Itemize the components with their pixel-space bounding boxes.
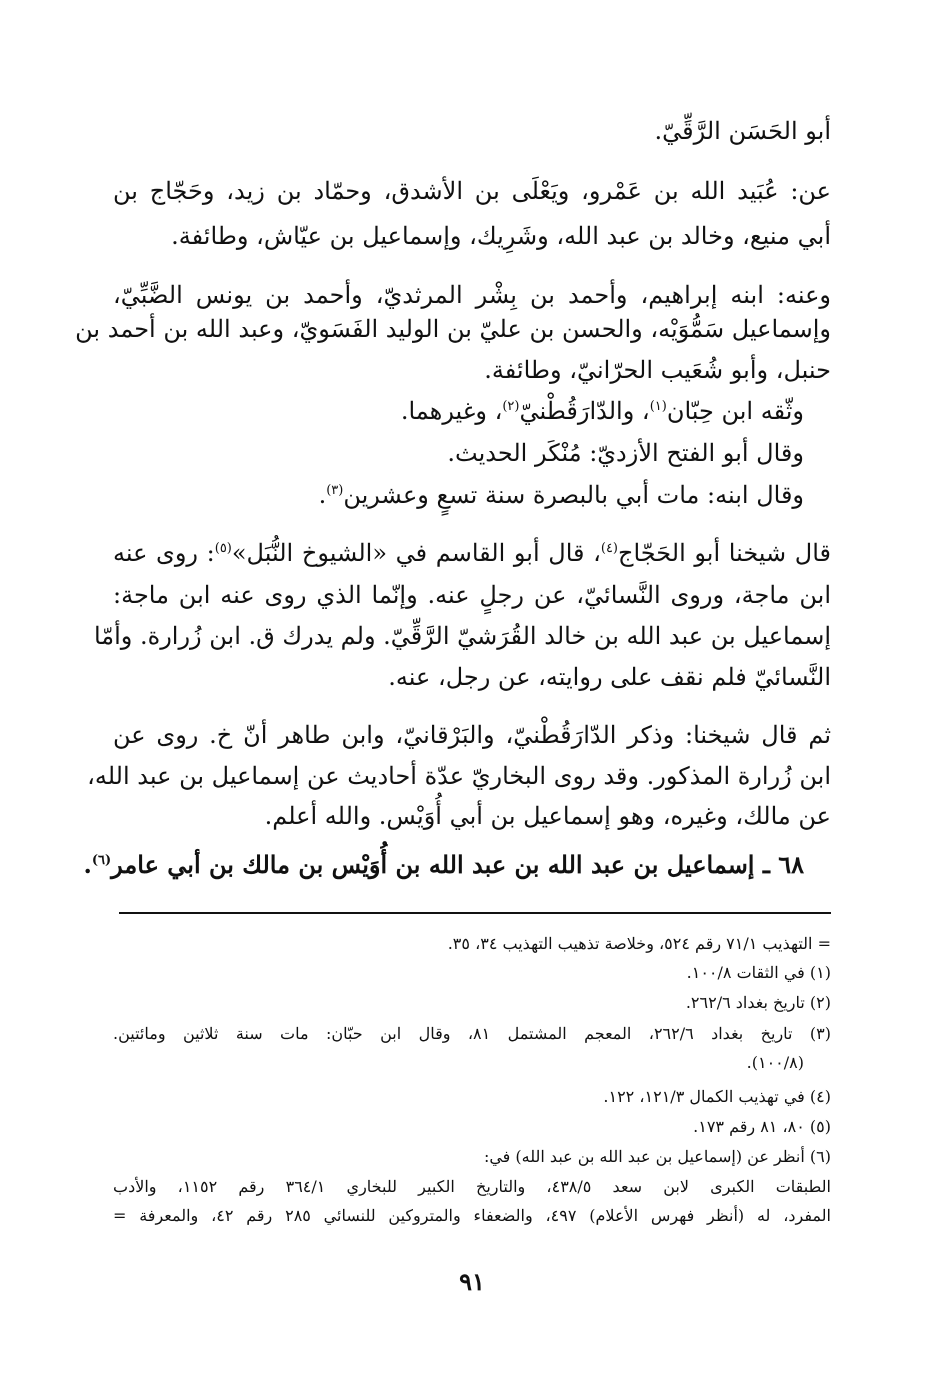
footnote-ref[interactable]: (١) <box>649 399 667 414</box>
biography-line: وعنه: ابنه إبراهيم، وأحمد بن بِشْر المرثديّ، وأحمد بن يونس الضَّبِّيّ، <box>113 281 831 309</box>
footnote: (١٠٠/٨). <box>746 1053 804 1072</box>
footnote: الطبقات الكبرى لابن سعد ٤٣٨/٥، والتاريخ الكبير للبخاري ٣٦٤/١ رقم ١١٥٢، والأدب <box>113 1177 831 1196</box>
biography-line: عن مالك، وغيره، وهو إسماعيل بن أبي أُوَيْس. والله أعلم. <box>264 802 831 830</box>
biography-line: وثّقه ابن حِبّان$^{(١)}$، والدّارَقُطْنيّ$^{(٢)}$، وغيرهما. <box>400 397 804 425</box>
footnote: المفرد، له (أنظر فهرس الأعلام) ٤٩٧، والضعفاء والمتروكين للنسائي ٢٨٥ رقم ٤٢، والمعرفة = <box>113 1206 832 1225</box>
biography-line: عن: عُبَيد الله بن عَمْرو، ويَعْلَى بن الأشدق، وحمّاد بن زيد، وحَجّاج بن <box>113 177 831 205</box>
biography-line: وإسماعيل سَمُّوَيْه، والحسن بن عليّ بن الوليد الفَسَويّ، وعبد الله بن أحمد بن <box>75 315 831 343</box>
footnote-ref[interactable]: (٢) <box>502 399 520 414</box>
footnote: (٥) ٨٠، ٨١ رقم ١٧٣. <box>693 1117 831 1136</box>
footnote: (١) في الثقات ١٠٠/٨. <box>686 963 831 982</box>
biography-line: قال شيخنا أبو الحَجّاج$^{(٤)}$، قال أبو القاسم في «الشيوخ النُّبَل»$^{(٥)}$: روى عنه <box>113 539 832 567</box>
footnote-ref[interactable]: (٥) <box>214 541 232 556</box>
footnote: = التهذيب ٧١/١ رقم ٥٢٤، وخلاصة تذهيب التهذيب ٣٤، ٣٥. <box>447 934 831 953</box>
page-number: ٩١ <box>459 1267 485 1296</box>
biography-line: ثم قال شيخنا: وذكر الدّارَقُطْنيّ، والبَرْقانيّ، وابن طاهر أنّ خ. روى عن <box>113 721 831 749</box>
biography-line: النَّسائيّ فلم نقف على روايته، عن رجل، عنه. <box>388 663 831 691</box>
footnote-separator <box>119 912 831 914</box>
biography-line: وقال أبو الفتح الأزديّ: مُنْكَر الحديث. <box>447 439 804 467</box>
biography-line: حنبل، وأبو شُعَيب الحرّانيّ، وطائفة. <box>484 356 831 384</box>
footnote-ref[interactable]: (٣) <box>326 483 344 498</box>
footnote: (٤) في تهذيب الكمال ١٢١/٣، ١٢٢. <box>603 1087 831 1106</box>
biography-line: ابن ماجة، وروى النَّسائيّ، عن رجلٍ عنه. وإنّما الذي روى عنه ابن ماجة: <box>113 581 831 609</box>
footnote: (٢) تاريخ بغداد ٢٦٢/٦. <box>685 993 831 1012</box>
biography-line: أبي منيع، وخالد بن عبد الله، وشَرِيك، وإسماعيل بن عيّاش، وطائفة. <box>171 222 831 250</box>
biography-line: ابن زُرارة المذكور. وقد روى البخاريّ عدّة أحاديث عن إسماعيل بن عبد الله، <box>87 762 831 790</box>
biography-line: أبو الحَسَن الرَّقِّيّ. <box>654 117 831 145</box>
biography-line: إسماعيل بن عبد الله بن خالد القُرَشيّ الرَّقِّيّ. ولم يدرك ق. ابن زُرارة. وأمّا <box>93 622 831 650</box>
footnote: (٦) أنظر عن (إسماعيل بن عبد الله بن عبد الله) في: <box>483 1147 831 1166</box>
biography-line: وقال ابنه: مات أبي بالبصرة سنة تسعٍ وعشرين$^{(٣)}$. <box>318 481 804 509</box>
footnote-ref[interactable]: (٦) <box>91 853 112 868</box>
entry-heading: ٦٨ ـ إسماعيل بن عبد الله بن عبد الله بن أُوَيْس بن مالك بن أبي عامر$^{(٦)}$. <box>83 850 804 879</box>
footnote: (٣) تاريخ بغداد ٢٦٢/٦، المعجم المشتمل ٨١، وقال ابن حبّان: مات سنة ثلاثين ومائتين. <box>113 1024 831 1043</box>
footnote-ref[interactable]: (٤) <box>600 541 618 556</box>
